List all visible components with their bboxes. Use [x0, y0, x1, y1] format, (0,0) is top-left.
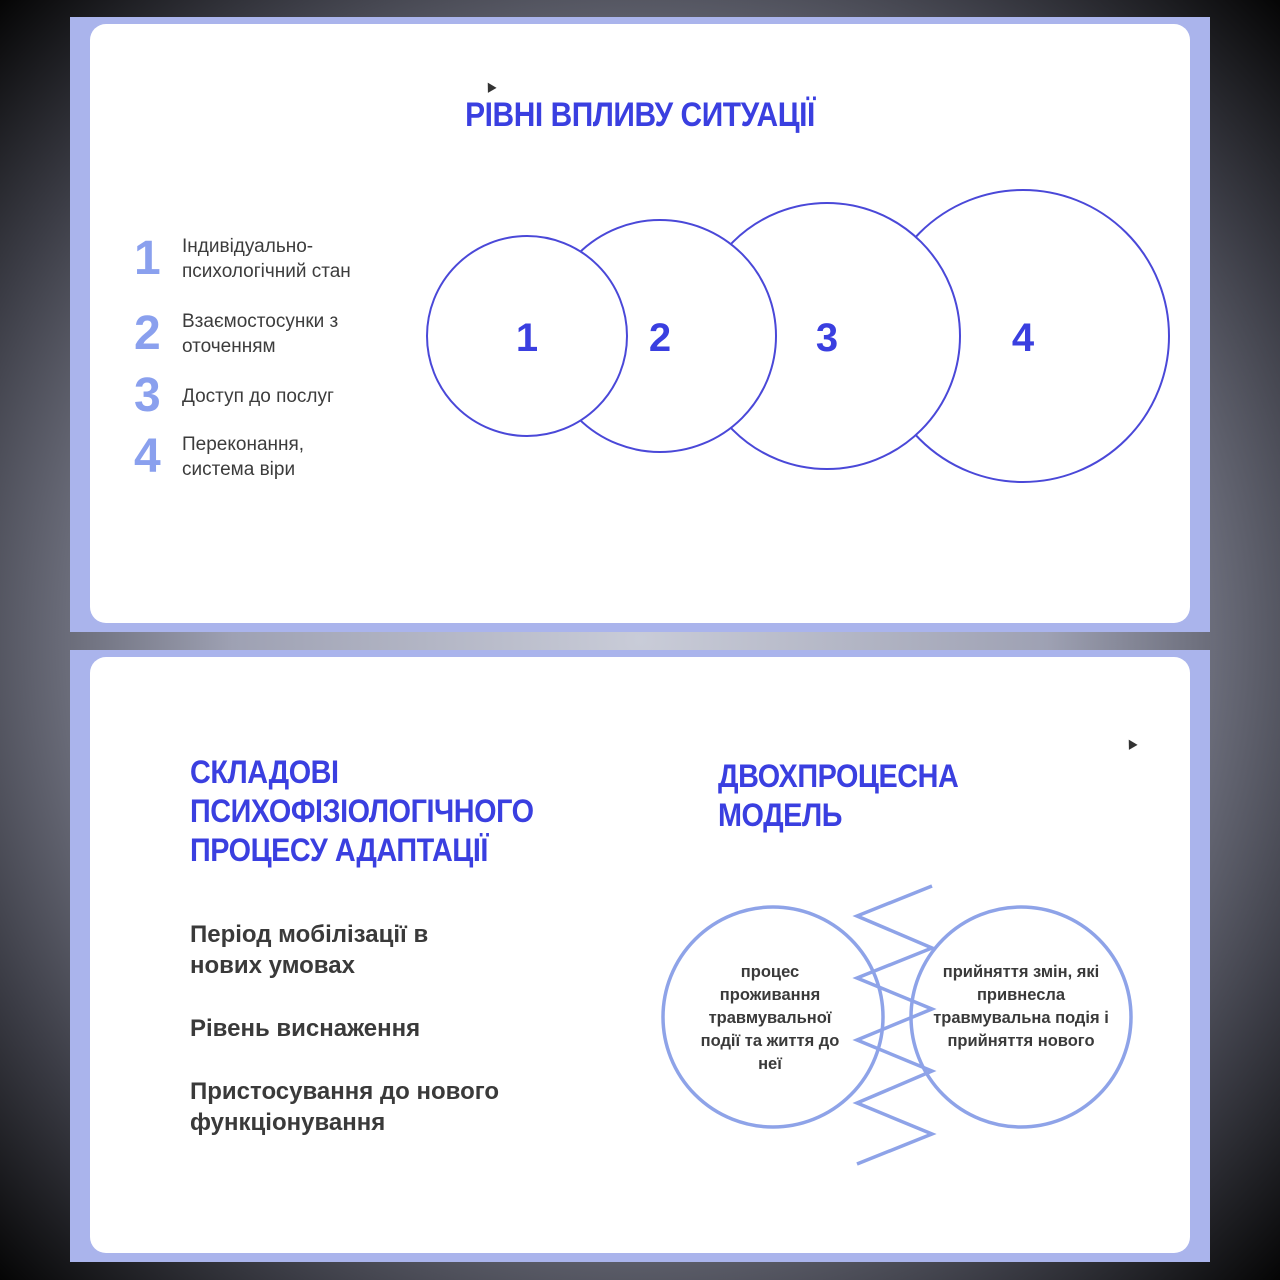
process-text-right: прийняття змін, які привнесла травмувальна подія і прийняття нового	[933, 963, 1109, 1050]
legend-label: Індивідуально-психологічний стан	[182, 236, 351, 282]
slide-adaptation	[90, 657, 1190, 1253]
levels-diagram	[90, 24, 1190, 623]
legend-label: Взаємостосунки з оточенням	[182, 311, 339, 357]
dual-process-diagram	[90, 657, 1190, 1253]
legend-number: 2	[134, 307, 161, 360]
legend-label: Доступ до послуг	[182, 385, 334, 407]
slide-title: РІВНІ ВПЛИВУ СИТУАЦІЇ	[465, 96, 815, 134]
legend-number: 1	[134, 232, 161, 285]
level-label-1: 1	[515, 316, 539, 360]
slide-levels	[90, 24, 1190, 623]
legend-number: 4	[134, 430, 161, 483]
component-item-3: Пристосування до нового функціонування	[190, 1078, 500, 1136]
adaptation-title: СКЛАДОВІ ПСИХОФІЗІОЛОГІЧНОГО ПРОЦЕСУ АДАПТАЦІЇ	[190, 754, 534, 868]
level-label-3: 3	[815, 316, 839, 360]
component-item-2: Рівень виснаження	[190, 1015, 421, 1042]
model-title: ДВОХПРОЦЕСНА МОДЕЛЬ	[718, 758, 959, 833]
legend-number: 3	[134, 369, 161, 422]
process-text-left: процес проживання травмувальної події та життя до неї	[700, 963, 840, 1073]
slide-frame-top	[70, 17, 1210, 632]
component-item-1: Період мобілізації в нових умовах	[190, 921, 429, 979]
level-label-2: 2	[648, 316, 672, 360]
slide-frame-bottom	[70, 650, 1210, 1262]
level-label-4: 4	[1011, 316, 1035, 360]
legend-label: Переконання, система віри	[182, 434, 305, 480]
